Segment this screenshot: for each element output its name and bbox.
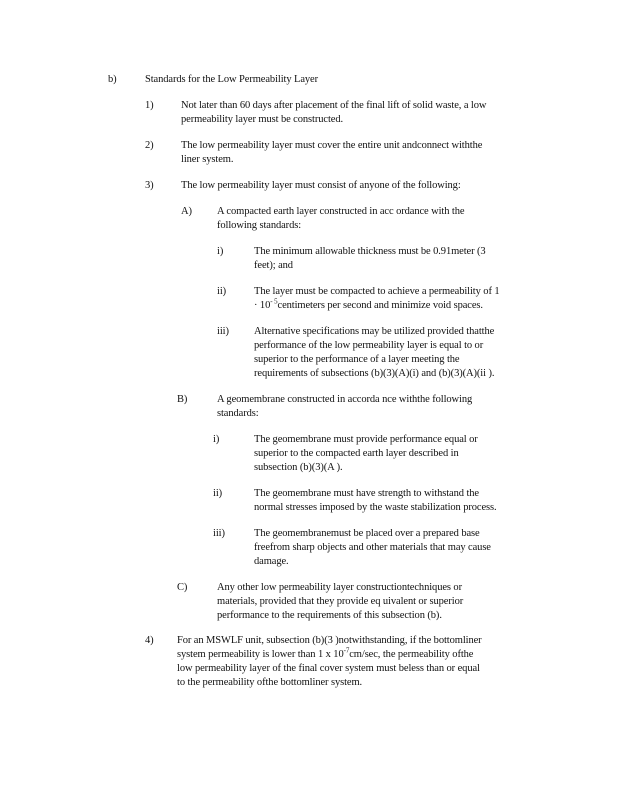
paragraph-line: Not later than 60 days after placement of the final lift of solid waste, a low — [181, 100, 487, 111]
subsubitem-marker: i) — [213, 434, 220, 445]
line-text: system permeability is lower than 1 x 10 — [177, 649, 344, 660]
paragraph-line: The geomembrane must provide performance equal or — [254, 434, 478, 445]
paragraph-line: permeability layer must be constructed. — [181, 114, 344, 125]
section-marker: b) — [108, 74, 117, 85]
paragraph-line: following standards: — [217, 220, 302, 231]
paragraph-line: freefrom sharp objects and other materials that may cause — [254, 542, 491, 553]
paragraph-line: A compacted earth layer constructed in acc ordance with the — [217, 206, 465, 217]
paragraph-line: liner system. — [181, 154, 234, 165]
paragraph-line: superior to the compacted earth layer described in — [254, 448, 459, 459]
paragraph-line: The low permeability layer must consist of anyone of the following: — [181, 180, 461, 191]
paragraph-line: The geomembranemust be placed over a prepared base — [254, 528, 480, 539]
paragraph-line: The minimum allowable thickness must be 0.91meter (3 — [254, 246, 486, 257]
line-text: · 10 — [254, 300, 271, 311]
subitem-marker: A) — [181, 206, 192, 217]
paragraph-line: Any other low permeability layer constructiontechniques or — [217, 582, 462, 593]
exponent: -7 — [343, 646, 350, 655]
item-marker: 3) — [145, 180, 154, 191]
paragraph-line: performance of the low permeability layer is equal to or — [254, 340, 484, 351]
paragraph-line: normal stresses imposed by the waste stabilization process. — [254, 502, 497, 513]
paragraph-line-with-exponent — [177, 648, 473, 662]
section-heading: Standards for the Low Permeability Layer — [145, 74, 318, 85]
subitem-marker: C) — [177, 582, 188, 593]
subitem-marker: B) — [177, 394, 188, 405]
paragraph-line: feet); and — [254, 260, 293, 271]
subsubitem-marker: ii) — [217, 286, 227, 297]
paragraph-line: requirements of subsections (b)(3)(A)(i) and (b)(3)(A)(ii ). — [254, 368, 495, 379]
paragraph-line-with-exponent — [254, 299, 483, 313]
paragraph-line: low permeability layer of the final cover system must beless than or equal — [177, 663, 480, 674]
paragraph-line: The layer must be compacted to achieve a permeability of 1 — [254, 286, 500, 297]
subsubitem-marker: i) — [217, 246, 224, 257]
paragraph-line: For an MSWLF unit, subsection (b)(3 )notwithstanding, if the bottomliner — [177, 635, 482, 646]
paragraph-line: standards: — [217, 408, 259, 419]
paragraph-line: performance to the requirements of this subsection (b). — [217, 610, 442, 621]
line-text: cm/sec, the permeability ofthe — [349, 649, 474, 660]
item-marker: 4) — [145, 635, 154, 646]
subsubitem-marker: iii) — [217, 326, 229, 337]
paragraph-line: Alternative specifications may be utilized provided thatthe — [254, 326, 495, 337]
exponent: - 5 — [270, 297, 278, 306]
paragraph-line: superior to the performance of a layer meeting the — [254, 354, 460, 365]
paragraph-line: The geomembrane must have strength to withstand the — [254, 488, 479, 499]
paragraph-line: The low permeability layer must cover the entire unit andconnect withthe — [181, 140, 483, 151]
subsubitem-marker: ii) — [213, 488, 223, 499]
paragraph-line: to the permeability ofthe bottomliner system. — [177, 677, 363, 688]
line-text: centimeters per second and minimize void spaces. — [277, 300, 483, 311]
item-marker: 1) — [145, 100, 154, 111]
paragraph-line: subsection (b)(3)(A ). — [254, 462, 343, 473]
item-marker: 2) — [145, 140, 154, 151]
paragraph-line: materials, provided that they provide eq uivalent or superior — [217, 596, 464, 607]
paragraph-line: A geomembrane constructed in accorda nce withthe following — [217, 394, 473, 405]
subsubitem-marker: iii) — [213, 528, 225, 539]
paragraph-line: damage. — [254, 556, 289, 567]
